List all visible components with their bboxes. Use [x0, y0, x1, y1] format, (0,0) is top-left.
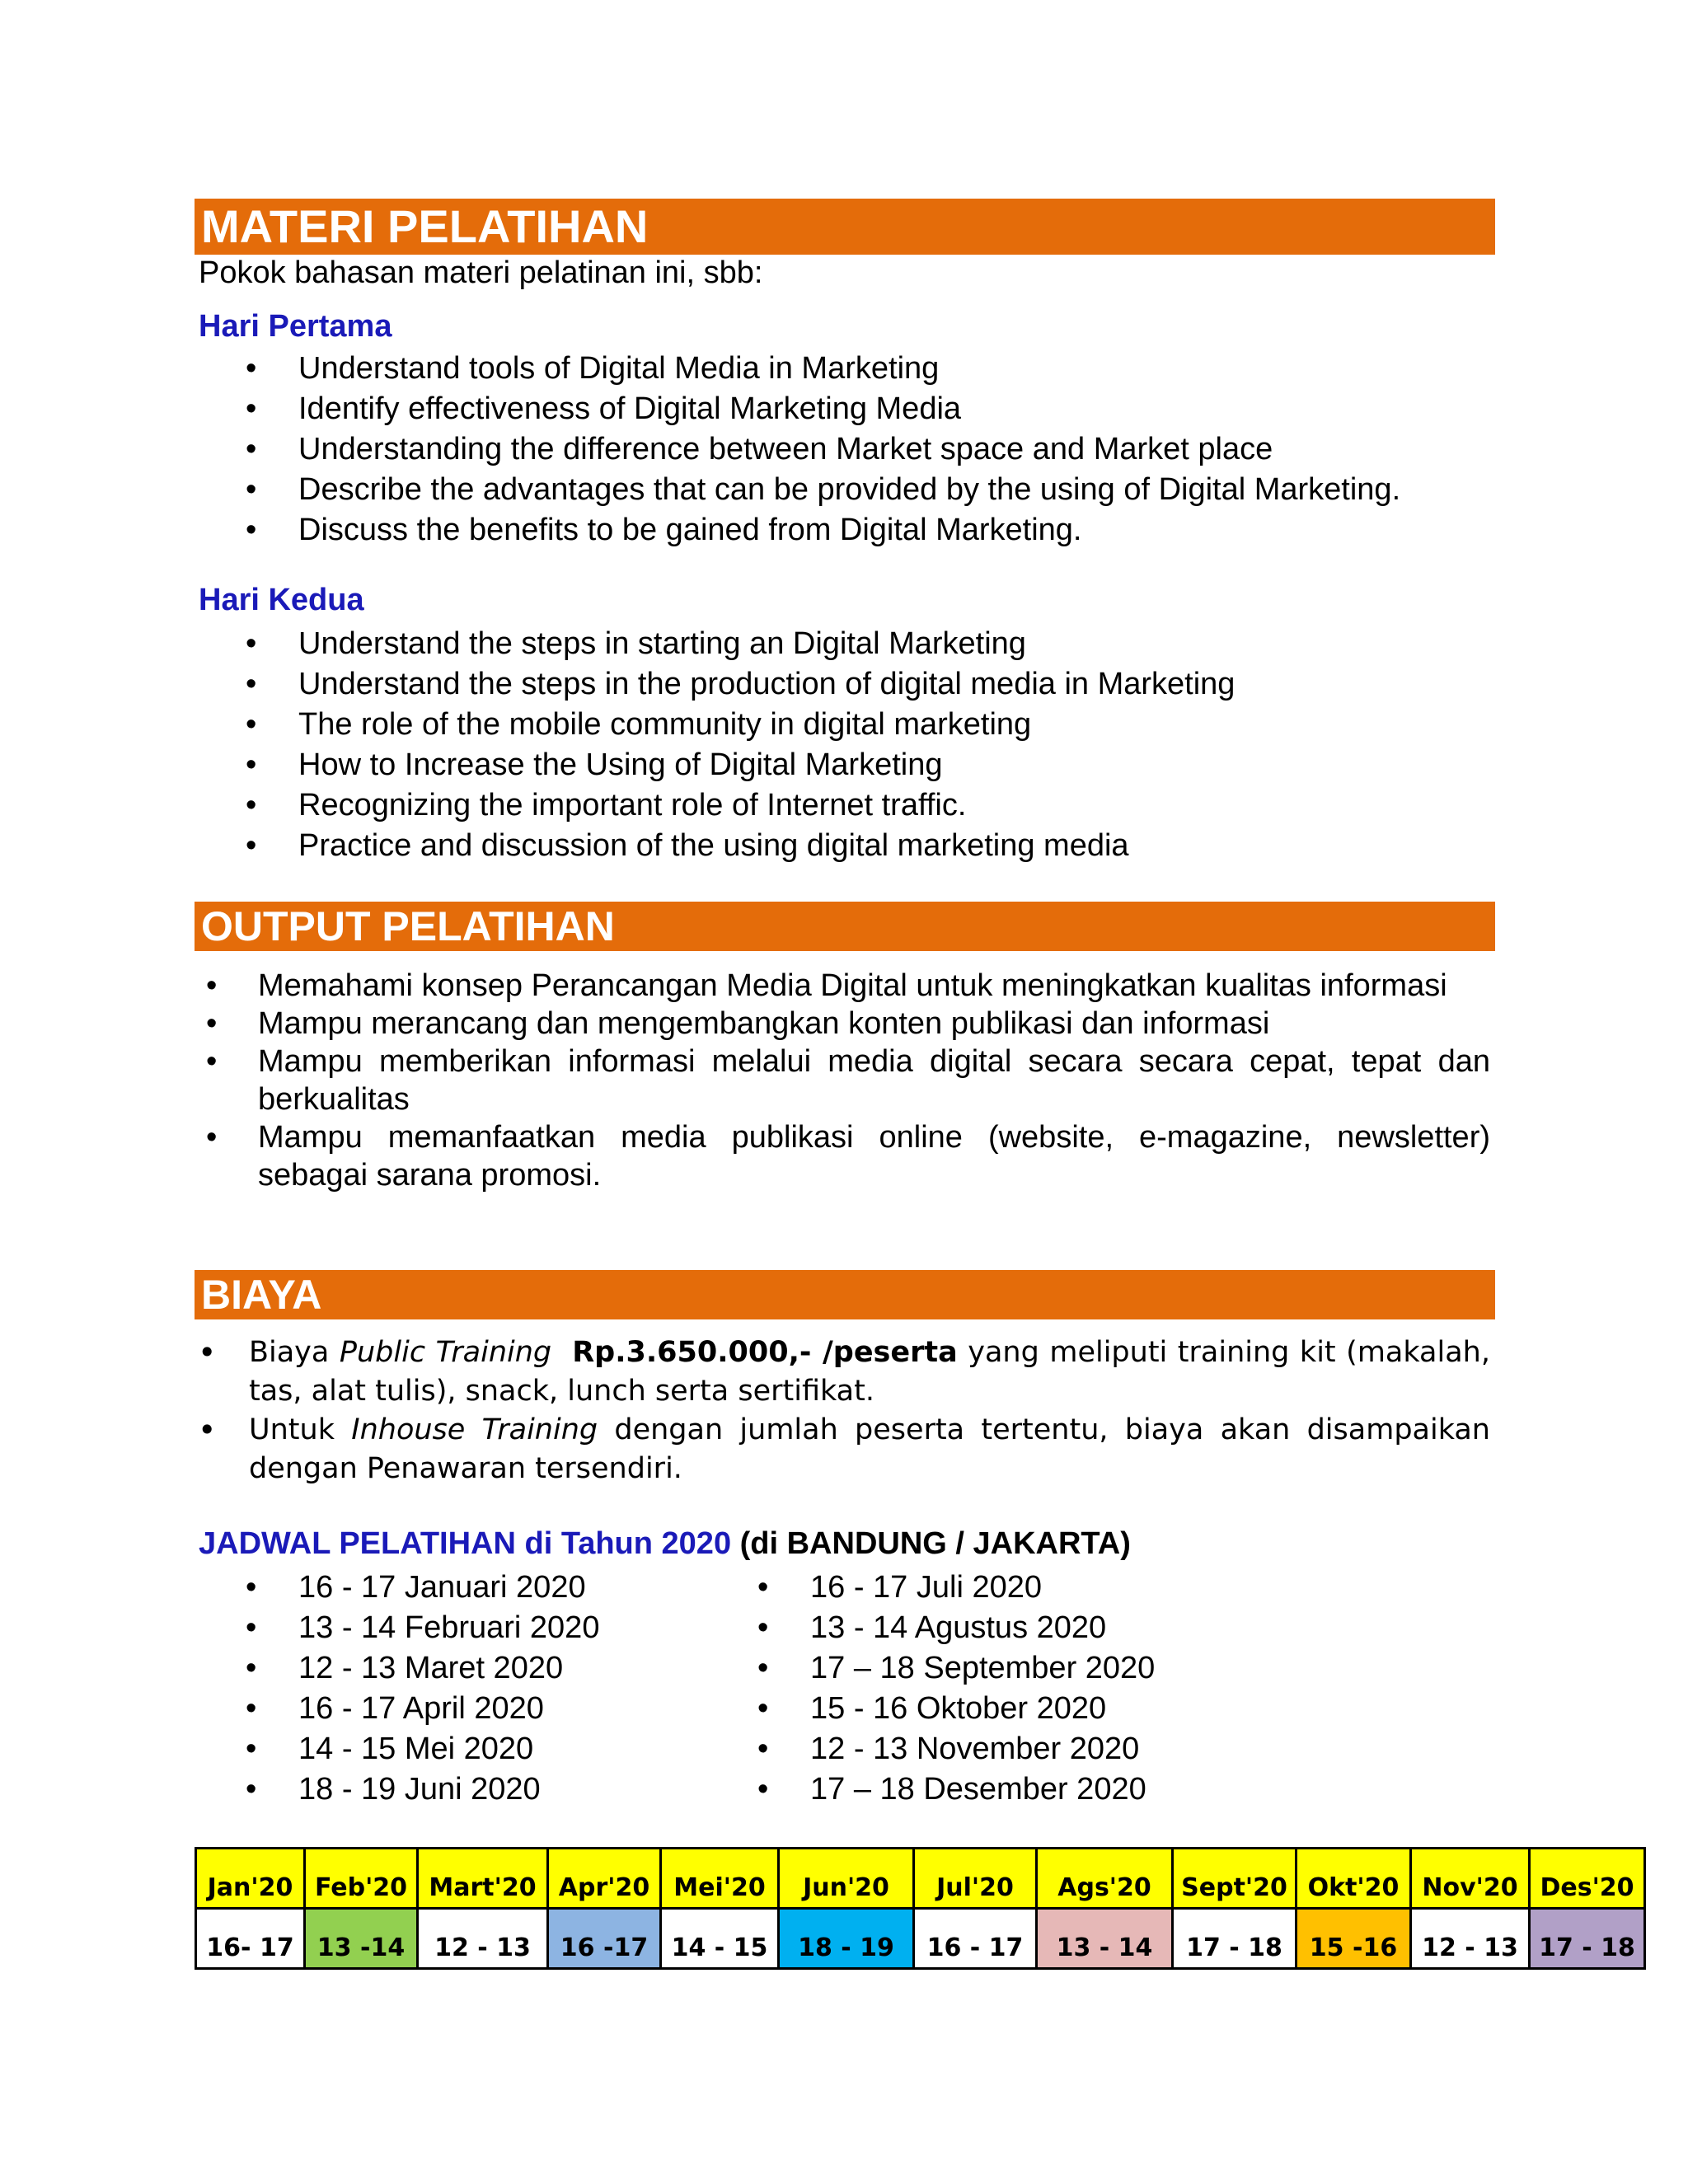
schedule-title-location: (di BANDUNG / JAKARTA): [731, 1526, 1131, 1561]
day1-title: Hari Pertama: [199, 309, 392, 344]
list-item: • Mampu merancang dan mengembangkan konten publikasi dan informasi: [195, 1005, 1490, 1043]
list-item: • Memahami konsep Perancangan Media Digital untuk meningkatkan kualitas informasi: [195, 967, 1490, 1005]
output-list: [195, 967, 1490, 1194]
schedule-item: • 16 - 17 April 2020: [199, 1689, 599, 1729]
date-cell: 13 - 14: [1037, 1909, 1173, 1969]
month-cell: Jun'20: [779, 1849, 914, 1909]
list-item: • Practice and discussion of the using digital marketing media: [199, 826, 1235, 866]
month-cell: Jan'20: [196, 1849, 305, 1909]
schedule-list-left: [199, 1568, 599, 1810]
date-cell: 18 - 19: [779, 1909, 914, 1969]
schedule-item: • 13 - 14 Agustus 2020: [710, 1608, 1155, 1648]
section-heading-materi: MATERI PELATIHAN: [195, 199, 1495, 255]
section-heading-output: OUTPUT PELATIHAN: [195, 902, 1495, 951]
date-cell: 16 - 17: [914, 1909, 1037, 1969]
table-row: [196, 1909, 1645, 1969]
schedule-item: • 17 – 18 September 2020: [710, 1648, 1155, 1689]
month-cell: Mei'20: [661, 1849, 779, 1909]
training-type: Public Training: [339, 1336, 552, 1369]
list-item: • Understanding the difference between Market space and Market place: [199, 429, 1400, 470]
date-cell: 17 - 18: [1530, 1909, 1645, 1969]
schedule-item: • 18 - 19 Juni 2020: [199, 1769, 599, 1810]
month-cell: Nov'20: [1411, 1849, 1530, 1909]
list-item: • Identify effectiveness of Digital Marketing Media: [199, 389, 1400, 429]
list-item: • How to Increase the Using of Digital Marketing: [199, 745, 1235, 785]
date-cell: 14 - 15: [661, 1909, 779, 1969]
date-cell: 16- 17: [196, 1909, 305, 1969]
text: yang meliputi training kit (makalah, tas, alat tulis), snack, lunch serta sertifikat.: [249, 1336, 1490, 1408]
month-cell: Jul'20: [914, 1849, 1037, 1909]
schedule-item: • 12 - 13 Maret 2020: [199, 1648, 599, 1689]
list-item: • The role of the mobile community in digital marketing: [199, 705, 1235, 745]
table-header-row: [196, 1849, 1645, 1909]
biaya-item-inhouse: [195, 1411, 1490, 1488]
list-item: • Mampu memberikan informasi melalui media digital secara secara cepat, tepat dan berkualitas: [195, 1043, 1490, 1118]
schedule-item: • 13 - 14 Februari 2020: [199, 1608, 599, 1648]
date-cell: 12 - 13: [418, 1909, 548, 1969]
list-item: • Understand the steps in the production of digital media in Marketing: [199, 664, 1235, 705]
list-item: • Describe the advantages that can be provided by the using of Digital Marketing.: [199, 470, 1400, 510]
list-item: • Understand tools of Digital Media in Marketing: [199, 349, 1400, 389]
training-type: Inhouse Training: [351, 1413, 598, 1446]
schedule-list-right: [710, 1568, 1155, 1810]
month-cell: Sept'20: [1173, 1849, 1296, 1909]
text: Untuk: [249, 1413, 352, 1446]
biaya-item-public: [195, 1333, 1490, 1411]
month-cell: Ags'20: [1037, 1849, 1173, 1909]
month-cell: Mart'20: [418, 1849, 548, 1909]
schedule-item: • 15 - 16 Oktober 2020: [710, 1689, 1155, 1729]
schedule-title-main: JADWAL PELATIHAN di Tahun 2020: [199, 1526, 732, 1561]
schedule-item: • 16 - 17 Januari 2020: [199, 1568, 599, 1608]
materi-intro: Pokok bahasan materi pelatinan ini, sbb:: [199, 255, 763, 290]
month-cell: Okt'20: [1296, 1849, 1411, 1909]
schedule-item: • 17 – 18 Desember 2020: [710, 1769, 1155, 1810]
date-cell: 16 -17: [548, 1909, 661, 1969]
biaya-list: [195, 1333, 1490, 1488]
month-cell: Apr'20: [548, 1849, 661, 1909]
list-item: • Recognizing the important role of Internet traffic.: [199, 785, 1235, 826]
schedule-table: [195, 1847, 1646, 1970]
day2-title: Hari Kedua: [199, 583, 364, 617]
text: Biaya: [249, 1336, 340, 1369]
list-item: • Discuss the benefits to be gained from Digital Marketing.: [199, 510, 1400, 551]
date-cell: 12 - 13: [1411, 1909, 1530, 1969]
date-cell: 17 - 18: [1173, 1909, 1296, 1969]
month-cell: Feb'20: [305, 1849, 418, 1909]
section-heading-biaya: BIAYA: [195, 1270, 1495, 1319]
schedule-title: [199, 1526, 1131, 1562]
date-cell: 15 -16: [1296, 1909, 1411, 1969]
date-cell: 13 -14: [305, 1909, 418, 1969]
schedule-item: • 14 - 15 Mei 2020: [199, 1729, 599, 1769]
month-cell: Des'20: [1530, 1849, 1645, 1909]
list-item: • Mampu memanfaatkan media publikasi online (website, e-magazine, newsletter) sebagai sarana promosi.: [195, 1118, 1490, 1194]
text: dengan jumlah peserta tertentu, biaya akan disampaikan dengan Penawaran tersendiri.: [249, 1413, 1490, 1485]
day1-list: [199, 349, 1400, 551]
list-item: • Understand the steps in starting an Digital Marketing: [199, 624, 1235, 664]
day2-list: [199, 624, 1235, 866]
schedule-item: • 12 - 13 November 2020: [710, 1729, 1155, 1769]
schedule-item: • 16 - 17 Juli 2020: [710, 1568, 1155, 1608]
price: Rp.3.650.000,- /peserta: [572, 1336, 958, 1369]
